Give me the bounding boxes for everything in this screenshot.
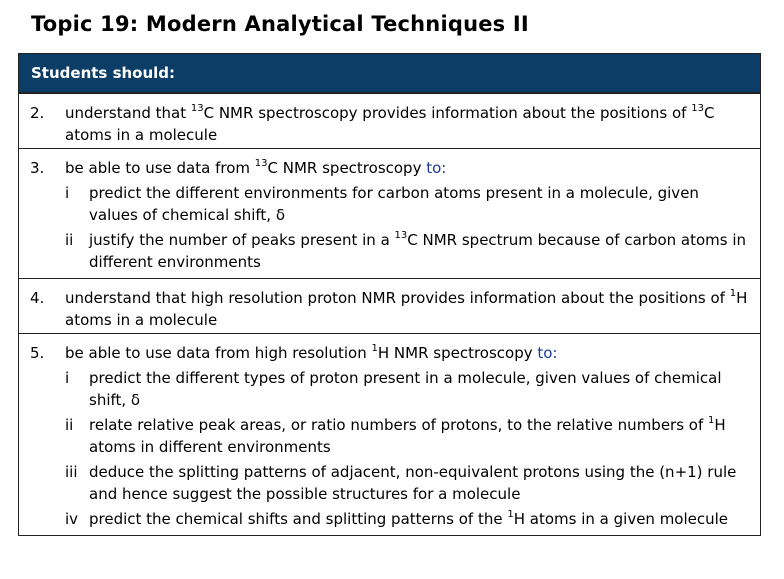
item-number: 3. (30, 159, 45, 177)
sub-item-numeral: i (65, 184, 70, 202)
sub-item (65, 414, 752, 458)
sub-item (65, 367, 752, 411)
list-item (30, 102, 752, 146)
sub-item-text: justify the number of peaks present in a $^{13}$C NMR spectrum because of carbon atoms in different environments (89, 230, 747, 271)
table-row (19, 93, 760, 148)
sub-item (65, 461, 752, 505)
sub-item-list (65, 367, 752, 530)
sub-item-text: predict the chemical shifts and splitting patterns of the $^1$H atoms in a given molecule (89, 509, 729, 528)
table-row (19, 148, 760, 278)
sub-item (65, 229, 752, 273)
table-row (19, 278, 760, 333)
sub-item-numeral: ii (65, 231, 74, 249)
table-header: Students should: (19, 54, 760, 93)
item-text: be able to use data from high resolution $^1$H NMR spectroscopy to: i predict the different types of proton present in a molecule, given values of chemical shift, δ ii relate relative peak areas, or ratio numbers of protons, to the relative numbers of $^1$H atoms in different environments iii deduce the splitting patterns of adjacent, non-equivalent protons using the (n+1) rule and hence suggest the possible structures for a molecule iv predict the chemical shifts and splitting patterns of the $^1$H atoms in a given molecule (65, 342, 752, 533)
sub-item (65, 182, 752, 226)
sub-item-numeral: iv (65, 510, 79, 528)
sub-item (65, 508, 752, 530)
sub-item-text: relate relative peak areas, or ratio numbers of protons, to the relative numbers of $^1$H atoms in different environments (89, 415, 726, 456)
sub-item-text: predict the different environments for carbon atoms present in a molecule, given values of chemical shift, δ (89, 184, 699, 224)
specification-table (18, 53, 761, 536)
item-number: 2. (30, 104, 45, 122)
sub-item-text: predict the different types of proton present in a molecule, given values of chemical shift, δ (89, 369, 722, 409)
list-item (30, 157, 752, 276)
sub-item-numeral: iii (65, 463, 78, 481)
page-title: Topic 19: Modern Analytical Techniques II (31, 12, 529, 36)
item-number: 4. (30, 289, 45, 307)
item-number: 5. (30, 344, 45, 362)
item-text: understand that $^{13}$C NMR spectroscopy provides information about the positions of $^{13}$C atoms in a molecule (65, 103, 715, 144)
sub-item-text: deduce the splitting patterns of adjacent, non-equivalent protons using the (n+1) rule and hence suggest the possible structures for a molecule (89, 463, 737, 503)
list-item (30, 287, 752, 331)
item-text: understand that high resolution proton NMR provides information about the positions of $^1$H atoms in a molecule (65, 288, 748, 329)
table-row (19, 333, 760, 535)
sub-item-numeral: i (65, 369, 70, 387)
list-item (30, 342, 752, 533)
item-text: be able to use data from $^{13}$C NMR spectroscopy to: i predict the different environments for carbon atoms present in a molecule, given values of chemical shift, δ ii justify the number of peaks present in a $^{13}$C NMR spectrum because of carbon atoms in different environments (65, 157, 752, 276)
sub-item-list (65, 182, 752, 273)
sub-item-numeral: ii (65, 416, 74, 434)
